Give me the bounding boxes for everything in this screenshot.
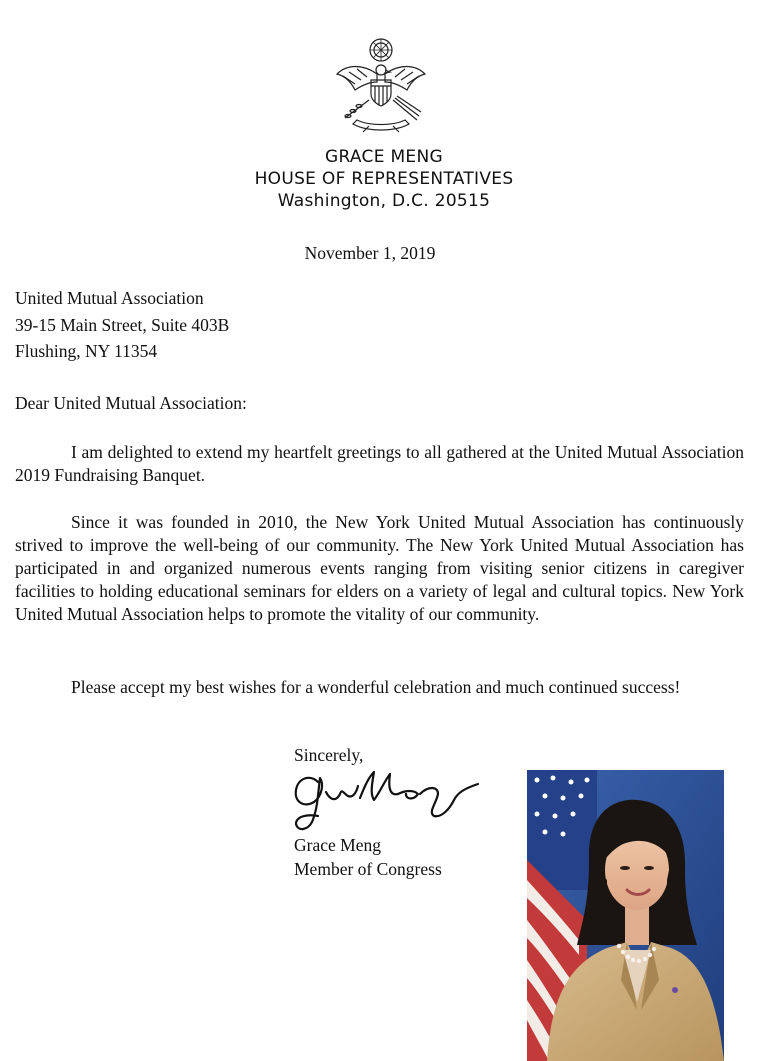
- recipient-address: [15, 285, 229, 365]
- signer-title: Member of Congress: [294, 859, 442, 879]
- body-paragraph-2: [15, 511, 744, 626]
- recipient-line-1: United Mutual Association: [15, 288, 204, 308]
- body-paragraph-3-text: Please accept my best wishes for a wonderful celebration and much continued success!: [71, 677, 681, 697]
- body-paragraph-1-text: I am delighted to extend my heartfelt greetings to all gathered at the United Mutual Association 2019 Fundraising Banquet.: [15, 442, 744, 485]
- portrait-photo: [527, 770, 724, 1061]
- body-paragraph-3: [15, 676, 744, 699]
- body-paragraph-1: [15, 441, 744, 487]
- letterhead-name: GRACE MENG: [325, 147, 443, 167]
- signer-block: [294, 833, 442, 881]
- signer-name: Grace Meng: [294, 835, 381, 855]
- body-paragraph-2-text: Since it was founded in 2010, the New York United Mutual Association has continuously strived to improve the well-being of our community. The New York United Mutual Association has participated in and organized numerous events ranging from visiting senior citizens in caregiver facilities to holding educational seminars for elders on a variety of legal and cultural topics. New York United Mutual Association helps to promote the vitality of our community.: [15, 512, 744, 624]
- closing: Sincerely,: [294, 745, 364, 765]
- letterhead-city: Washington, D.C. 20515: [277, 191, 491, 211]
- letter-date: November 1, 2019: [304, 243, 436, 263]
- letterhead-office: HOUSE OF REPRESENTATIVES: [254, 169, 514, 189]
- recipient-line-3: Flushing, NY 11354: [15, 341, 158, 361]
- signature-image: [288, 764, 484, 836]
- salutation: Dear United Mutual Association:: [15, 393, 247, 413]
- letterhead: [0, 146, 768, 212]
- recipient-line-2: 39-15 Main Street, Suite 403B: [15, 314, 230, 335]
- house-seal-icon: [333, 36, 429, 136]
